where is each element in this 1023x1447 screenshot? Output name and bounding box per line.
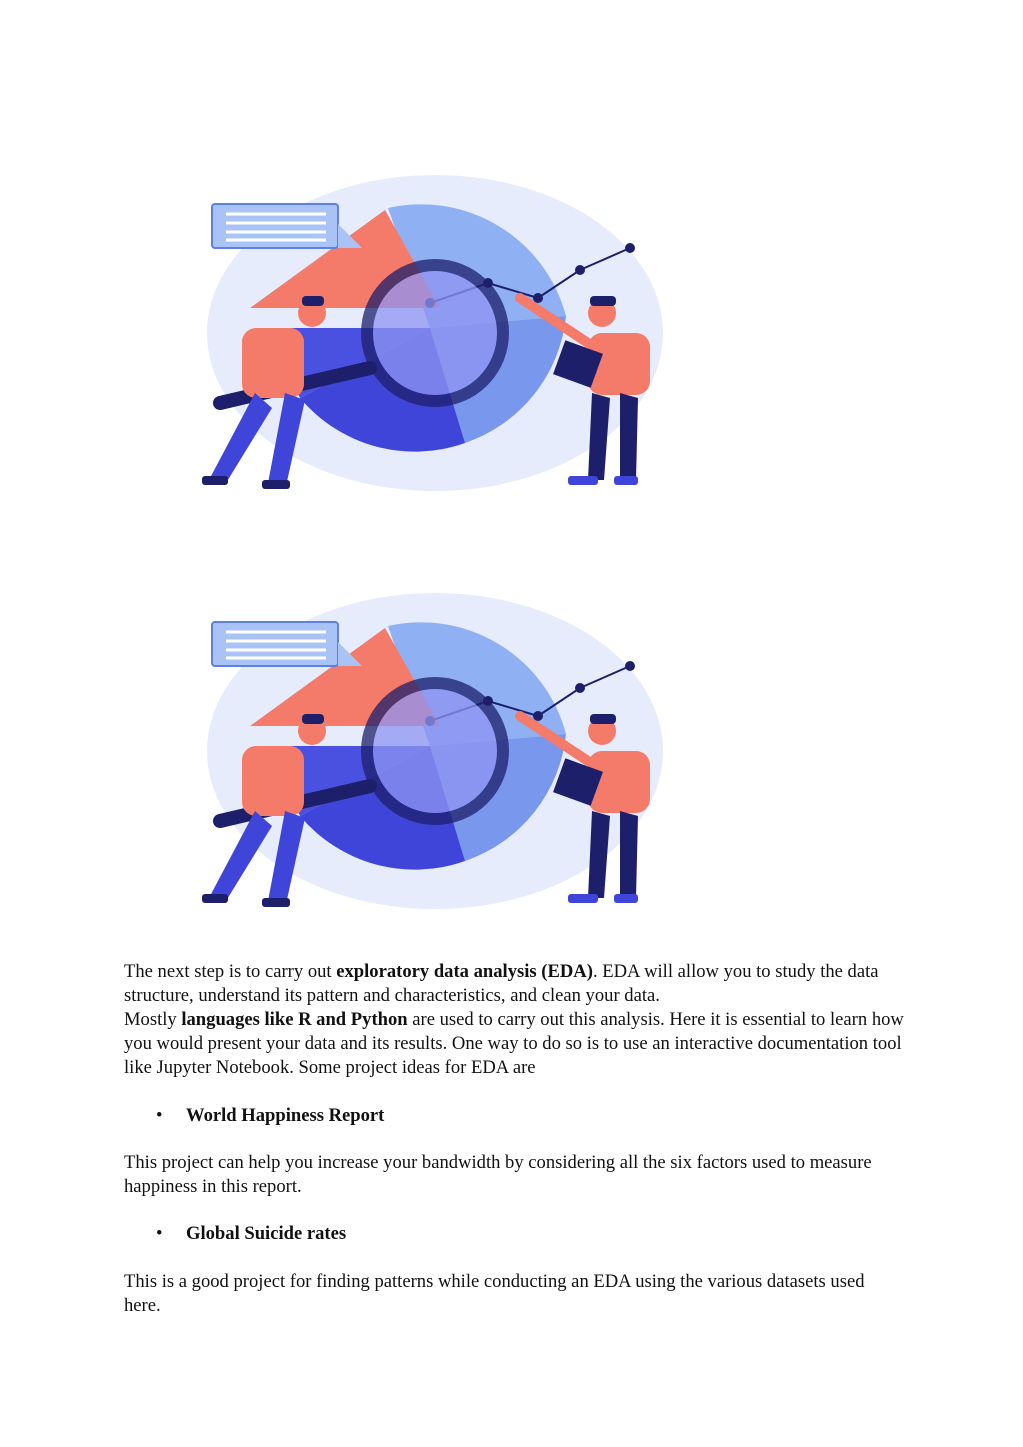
bullet-item-global-suicide — [124, 1222, 346, 1246]
bullet-marker: • — [156, 1105, 163, 1126]
intro-bold-eda: exploratory data analysis (EDA) — [336, 961, 593, 982]
intro-paragraph — [124, 960, 904, 1080]
intro-text-4: are used to carry out this analysis. Here it is essential to learn how you would present your data and its results. One way to do so is to use an interactive documentation tool like Jupyter Notebook. Some project ideas for EDA are — [124, 1009, 904, 1078]
happiness-paragraph: This project can help you increase your bandwidth by considering all the six factors used to measure happiness in this report. — [124, 1152, 872, 1197]
bullet-marker: • — [156, 1223, 163, 1244]
data-analysis-illustration — [190, 168, 670, 498]
intro-text-2: . EDA will allow you to study the data structure, understand its pattern and characteristics, and clean your data. — [124, 961, 879, 1006]
bullet-item-world-happiness — [124, 1104, 384, 1128]
suicide-paragraph: This is a good project for finding patterns while conducting an EDA using the various datasets used here. — [124, 1271, 865, 1316]
eda-illustration — [190, 168, 670, 498]
bullet-label: Global Suicide rates — [186, 1223, 347, 1244]
eda-illustration — [190, 586, 670, 916]
intro-text-1: The next step is to carry out — [124, 961, 337, 982]
intro-text-3: Mostly — [124, 1009, 182, 1030]
data-analysis-illustration — [190, 586, 670, 916]
bullet-label: World Happiness Report — [186, 1105, 385, 1126]
intro-bold-languages: languages like R and Python — [181, 1009, 408, 1030]
